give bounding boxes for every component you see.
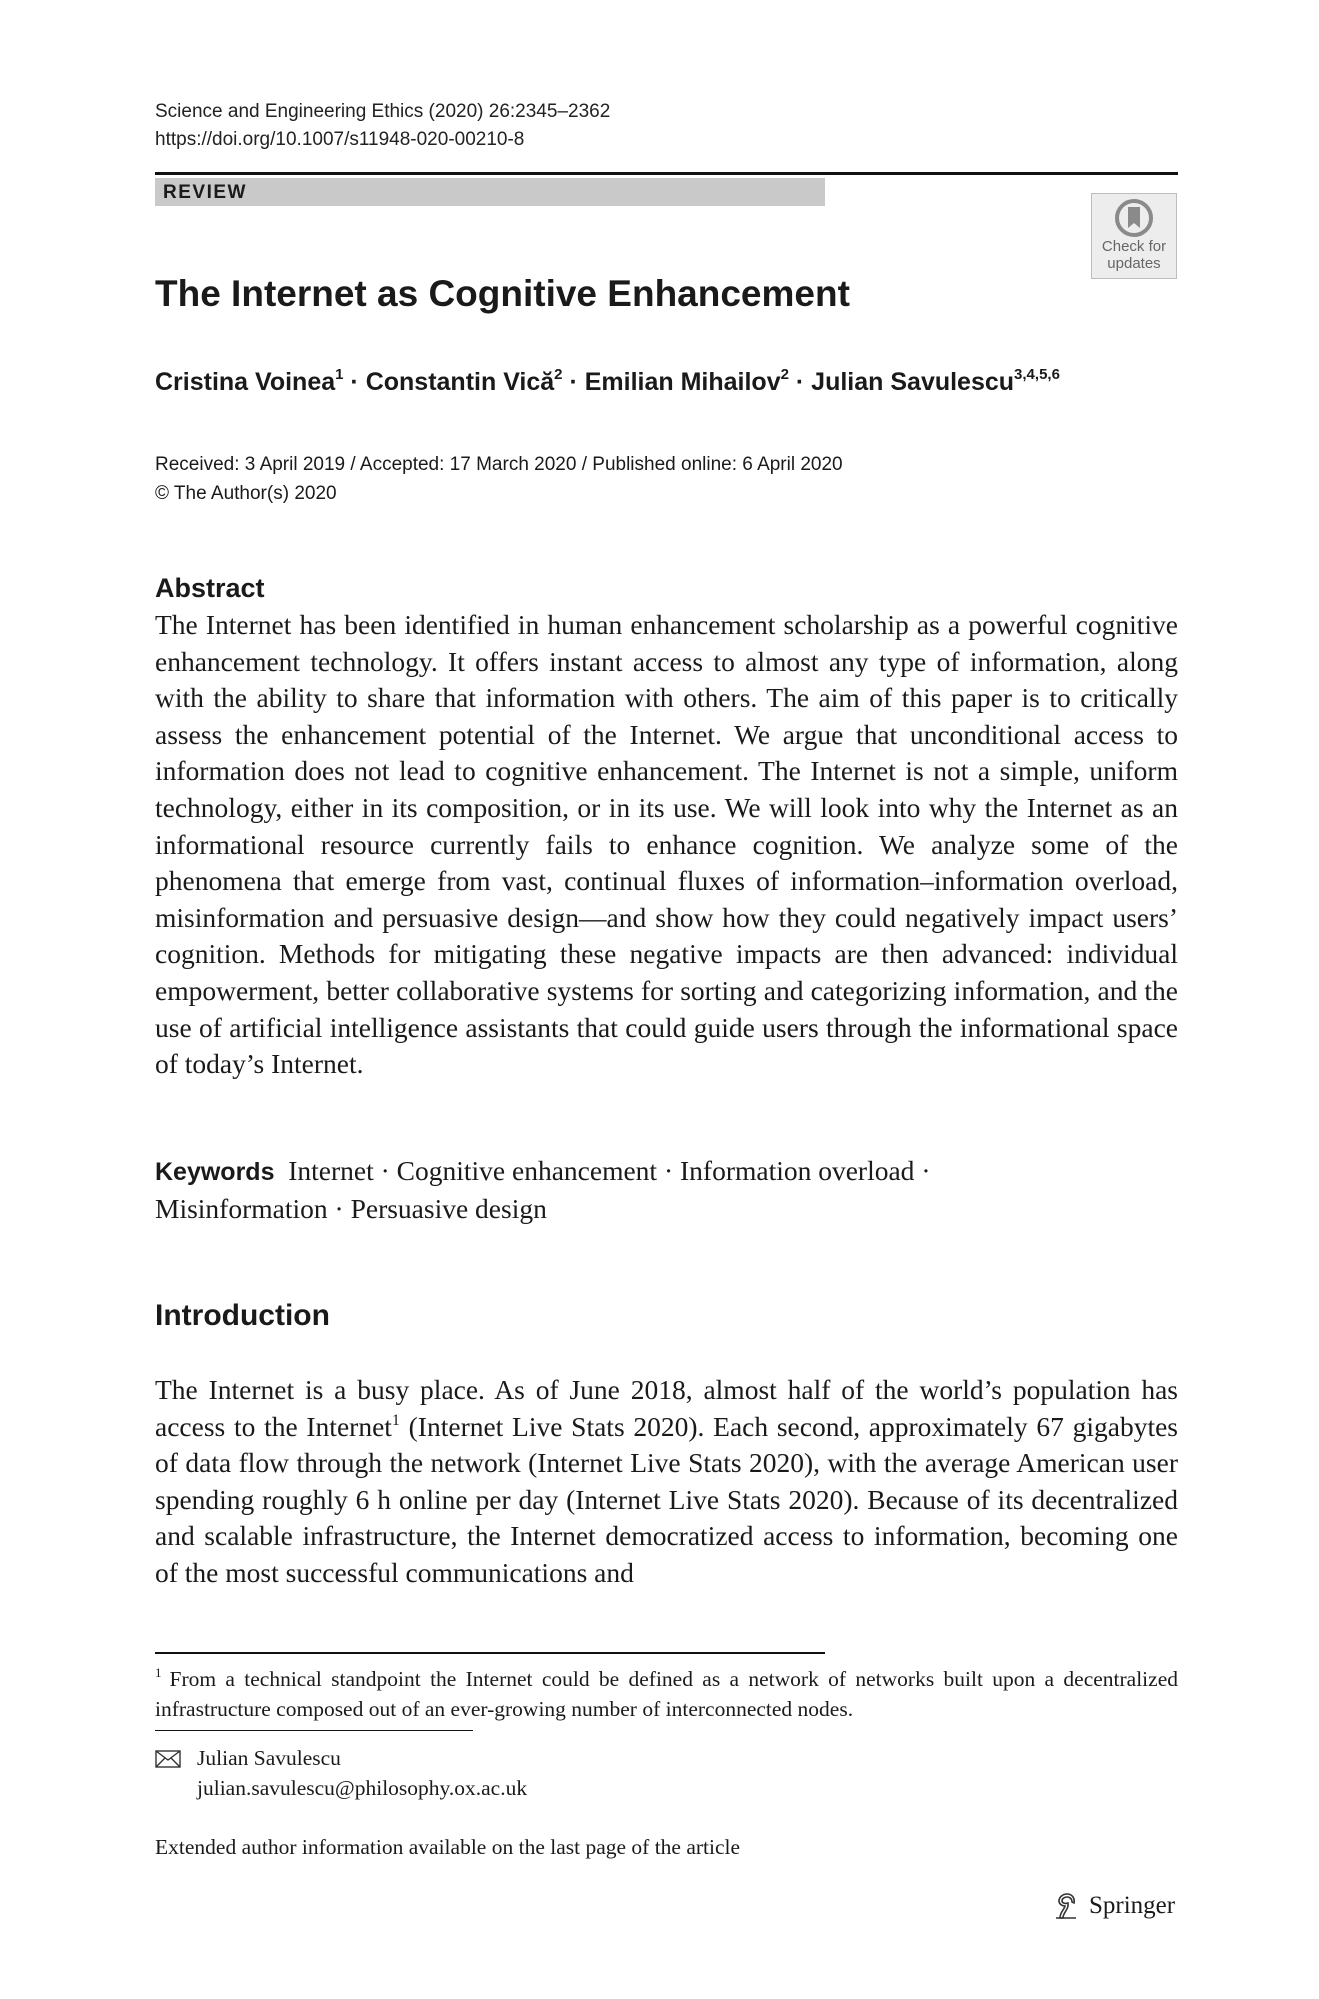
author-name: Cristina Voinea <box>155 368 336 396</box>
author-affiliation: 3,4,5,6 <box>1014 366 1060 383</box>
doi-link[interactable]: https://doi.org/10.1007/s11948-020-00210-8 <box>155 129 525 150</box>
footnote-rule <box>155 1652 825 1654</box>
springer-horse-icon <box>1050 1890 1082 1922</box>
keyword-item: Internet <box>288 1155 374 1186</box>
author-list <box>155 365 1060 399</box>
footnote-text: From a technical standpoint the Internet could be defined as a network of networks built upon a decentralized infrastructure composed out of an ever-growing number of interconnected nodes. <box>155 1667 1178 1721</box>
author-name: Julian Savulescu <box>811 368 1015 396</box>
abstract-text: The Internet has been identified in human enhancement scholarship as a powerful cognitive enhancement technology. It offers instant access to almost any type of information, along with the ability to share that information with others. The aim of this paper is to critically assess the enhancement potential of the Internet. We argue that unconditional access to information does not lead to cognitive enhancement. The Internet is not a simple, uniform technology, either in its composition, or in its use. We will look into why the Internet as an informational resource currently fails to enhance cognition. We analyze some of the phenomena that emerge from vast, continual fluxes of information–information overload, misinformation and persuasive design—and show how they could negatively impact users’ cognition. Methods for mitigating these negative impacts are then advanced: individual empowerment, better collaborative systems for sorting and categorizing information, and the use of artificial intelligence assistants that could guide users through the informational space of today’s Internet. <box>155 609 1178 1080</box>
journal-citation <box>155 98 610 154</box>
author-affiliation: 2 <box>780 366 789 383</box>
badge-line-2: updates <box>1107 255 1161 272</box>
author-affiliation: 2 <box>554 366 563 383</box>
corresponding-author-name: Julian Savulescu <box>197 1746 341 1770</box>
keyword-item: Persuasive design <box>350 1192 547 1224</box>
author-separator: · <box>562 368 585 396</box>
publisher-name: Springer <box>1089 1892 1176 1919</box>
correspondence-rule <box>155 1730 473 1731</box>
header-rule <box>155 172 1178 175</box>
article-title: The Internet as Cognitive Enhancement <box>155 273 850 314</box>
footnote <box>155 1664 1178 1724</box>
keywords-label: Keywords <box>155 1158 275 1186</box>
corresponding-author-email[interactable]: julian.savulescu@philosophy.ox.ac.uk <box>197 1776 528 1800</box>
introduction-text <box>155 1372 1178 1592</box>
copyright-line: © The Author(s) 2020 <box>155 483 337 504</box>
section-label-bar <box>155 178 825 206</box>
introduction-heading: Introduction <box>155 1299 330 1332</box>
keyword-item: Cognitive enhancement <box>396 1155 658 1186</box>
check-for-updates-badge[interactable] <box>1091 193 1177 279</box>
keyword-item: Misinformation <box>155 1192 328 1224</box>
dates-line: Received: 3 April 2019 / Accepted: 17 March 2020 / Published online: 6 April 2020 <box>155 454 843 475</box>
introduction-text-part-2: (Internet Live Stats 2020). Each second, approximately 67 gigabytes of data flow through the network (Internet Live Stats 2020), with the average American user spending roughly 6 h online per day (Internet Live Stats 2020). Because of its decentralized and scalable infrastructure, the Internet democratized access to information, becoming one of the most successful communications and <box>155 1410 1178 1588</box>
footnote-number: 1 <box>155 1665 162 1680</box>
bookmark-circle-icon <box>1114 198 1154 238</box>
introduction-text-part-1: The Internet is a busy place. As of June 2018, almost half of the world’s population has access to the Internet <box>155 1374 1178 1442</box>
publication-history <box>155 450 843 508</box>
envelope-icon <box>155 1750 181 1768</box>
keyword-item: Information overload <box>680 1155 915 1186</box>
author-name: Emilian Mihailov <box>584 368 781 396</box>
keywords-block: Keywords Internet · Cognitive enhancement · Information overload · Misinformation · Persuasive design <box>155 1155 931 1224</box>
badge-line-1: Check for <box>1101 238 1167 255</box>
author-separator: · <box>343 368 366 396</box>
author-separator: · <box>788 368 812 396</box>
journal-line: Science and Engineering Ethics (2020) 26:2345–2362 <box>155 101 611 122</box>
extended-author-note: Extended author information available on the last page of the article <box>155 1835 741 1859</box>
author-affiliation: 1 <box>335 366 344 383</box>
footnote-reference[interactable]: 1 <box>391 1411 400 1429</box>
author-name: Constantin Vică <box>365 368 555 396</box>
section-label: REVIEW <box>163 182 247 203</box>
abstract-heading: Abstract <box>155 573 265 603</box>
